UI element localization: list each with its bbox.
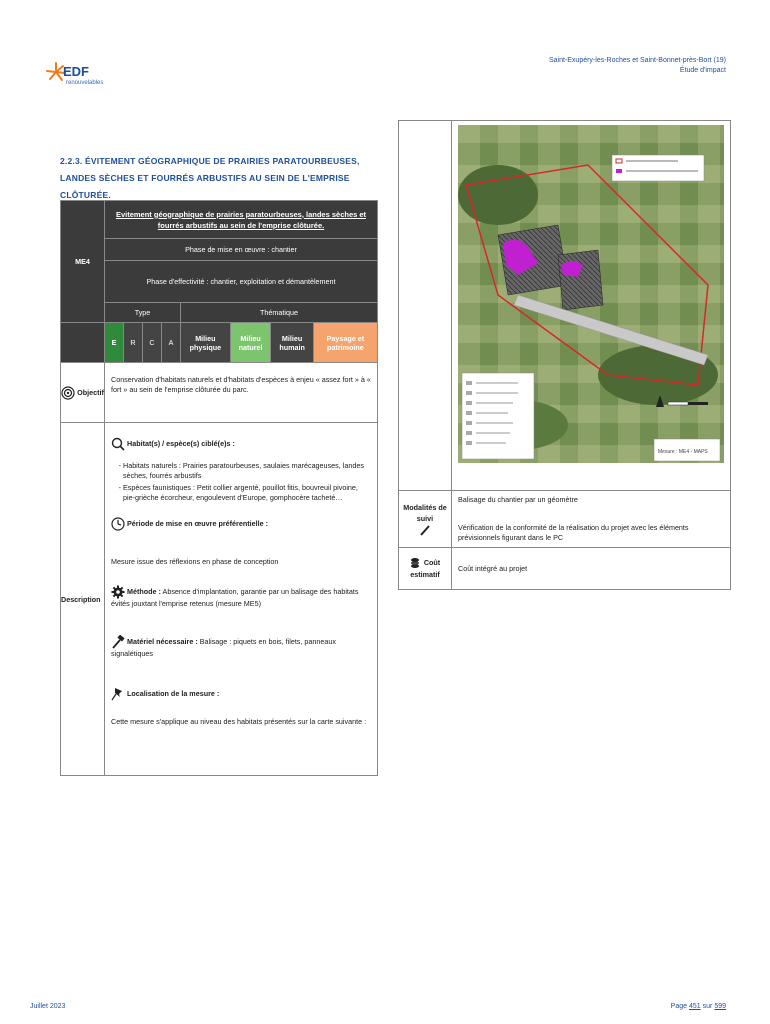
header-location: Saint-Exupéry-les-Roches et Saint-Bonnet-près-Bort (19) [548, 57, 726, 64]
description-label-cell [61, 423, 105, 776]
suivi-label: Modalités de suivi [403, 502, 447, 523]
methode-heading: Méthode : [127, 586, 161, 596]
pencil-icon [419, 524, 431, 536]
suivi-content [452, 491, 731, 548]
cout-text: Coût intégré au projet [452, 548, 731, 590]
theme-paysage: Paysage et patrimoine [313, 323, 377, 363]
suivi-label-cell [399, 491, 452, 548]
habitats-heading: Habitat(s) / espèce(s) ciblé(e)s : [127, 438, 235, 448]
section-title-text: ÉVITEMENT GÉOGRAPHIQUE DE PRAIRIES PARATOURBEUSES, LANDES SÈCHES ET FOURRÉS ARBUSTIFS AU SEIN DE L'EMPRISE CLÔTURÉE. [60, 156, 360, 200]
page-header [549, 56, 726, 76]
objectif-label-cell [61, 363, 105, 423]
pushpin-icon [111, 687, 125, 701]
measure-title: Evitement géographique de prairies paratourbeuses, landes sèches et fourrés arbustifs au sein de l'emprise clôturée. [105, 201, 378, 239]
magnifier-icon [111, 437, 125, 451]
footer-date: Juillet 2023 [30, 1003, 66, 1010]
phase-mise-en-oeuvre: Phase de mise en œuvre : chantier [105, 239, 378, 261]
methode-row [111, 585, 371, 609]
periode-text: Mesure issue des réflexions en phase de conception [111, 557, 279, 566]
localisation-row [111, 687, 371, 701]
habitats-item: - Espèces faunistiques : Petit collier argenté, pouillot fitis, bouvreuil pivoine, pie-grièche écorcheur, engoulevent d'Europe, gomphocère tacheté… [123, 483, 371, 503]
type-label: Type [105, 303, 181, 323]
phase-effectivite: Phase d'effectivité : chantier, exploitation et démantèlement [105, 261, 378, 303]
localisation-heading: Localisation de la mesure : [127, 688, 220, 698]
cout-label: Coût estimatif [410, 557, 441, 580]
methode-text: Absence d'implantation, garantie par un balisage des habitats évités jouxtant l'emprise retenus (mesure ME5) [111, 586, 359, 608]
coins-icon [410, 557, 422, 569]
page-prefix: Page [670, 1003, 688, 1010]
materiel-row [111, 635, 371, 659]
type-c: C [143, 323, 162, 363]
objectif-text: Conservation d'habitats naturels et d'habitats d'espèces à enjeu « assez fort » à « fort » au sein de l'emprise clôturée du parc. [105, 363, 378, 423]
page-sep: sur [702, 1003, 713, 1010]
gear-icon [111, 585, 125, 599]
description-label: Description [61, 594, 101, 604]
habitats-item: - Habitats naturels : Prairies paratourbeuses, saulaies marécageuses, landes sèches, fourrés arbustifs [123, 461, 371, 481]
hammer-icon [111, 635, 125, 649]
cout-label-cell [399, 548, 452, 590]
section-title [60, 153, 378, 204]
map-caption: Mesure : ME4 - MAPS [658, 449, 708, 455]
page-number: 451 [688, 1003, 701, 1010]
thematique-label: Thématique [181, 303, 378, 323]
periode-heading: Période de mise en œuvre préférentielle : [127, 518, 269, 528]
suivi-text-1: Balisage du chantier par un géomètre [458, 495, 578, 504]
objectif-label: Objectif [77, 387, 104, 397]
logo-subtitle: renouvelables [66, 80, 104, 86]
measure-code: ME4 [75, 257, 90, 266]
theme-milieu-naturel: Milieu naturel [230, 323, 271, 363]
habitats-list [111, 461, 371, 503]
description-content [105, 423, 378, 776]
target-icon [61, 386, 75, 400]
habitats-heading-row [111, 437, 371, 451]
theme-milieu-physique: Milieu physique [181, 323, 231, 363]
measure-code-cell [61, 201, 105, 323]
periode-heading-row [111, 517, 371, 531]
type-a: A [162, 323, 181, 363]
section-number: 2.2.3. [60, 156, 83, 166]
page-total: 599 [714, 1003, 726, 1010]
clock-icon [111, 517, 125, 531]
materiel-text: Balisage : piquets en bois, filets, panneaux signalétiques [111, 636, 336, 658]
localisation-text: Cette mesure s'applique au niveau des habitats présentés sur la carte suivante : [111, 717, 367, 726]
right-table [398, 120, 731, 590]
type-e: E [105, 323, 124, 363]
materiel-heading: Matériel nécessaire : [127, 636, 198, 646]
aerial-map-image [458, 125, 724, 463]
footer-page [671, 1003, 726, 1010]
edf-logo [46, 62, 104, 90]
map-cell [452, 121, 731, 491]
logo-brand: EDF [63, 64, 89, 79]
type-r: R [124, 323, 143, 363]
header-doc-type: Étude d'impact [679, 67, 726, 74]
suivi-text-2: Vérification de la conformité de la réalisation du projet avec les éléments prévisionnels figurant dans le PC [458, 523, 689, 542]
measure-table [60, 200, 378, 776]
theme-milieu-humain: Milieu humain [271, 323, 314, 363]
